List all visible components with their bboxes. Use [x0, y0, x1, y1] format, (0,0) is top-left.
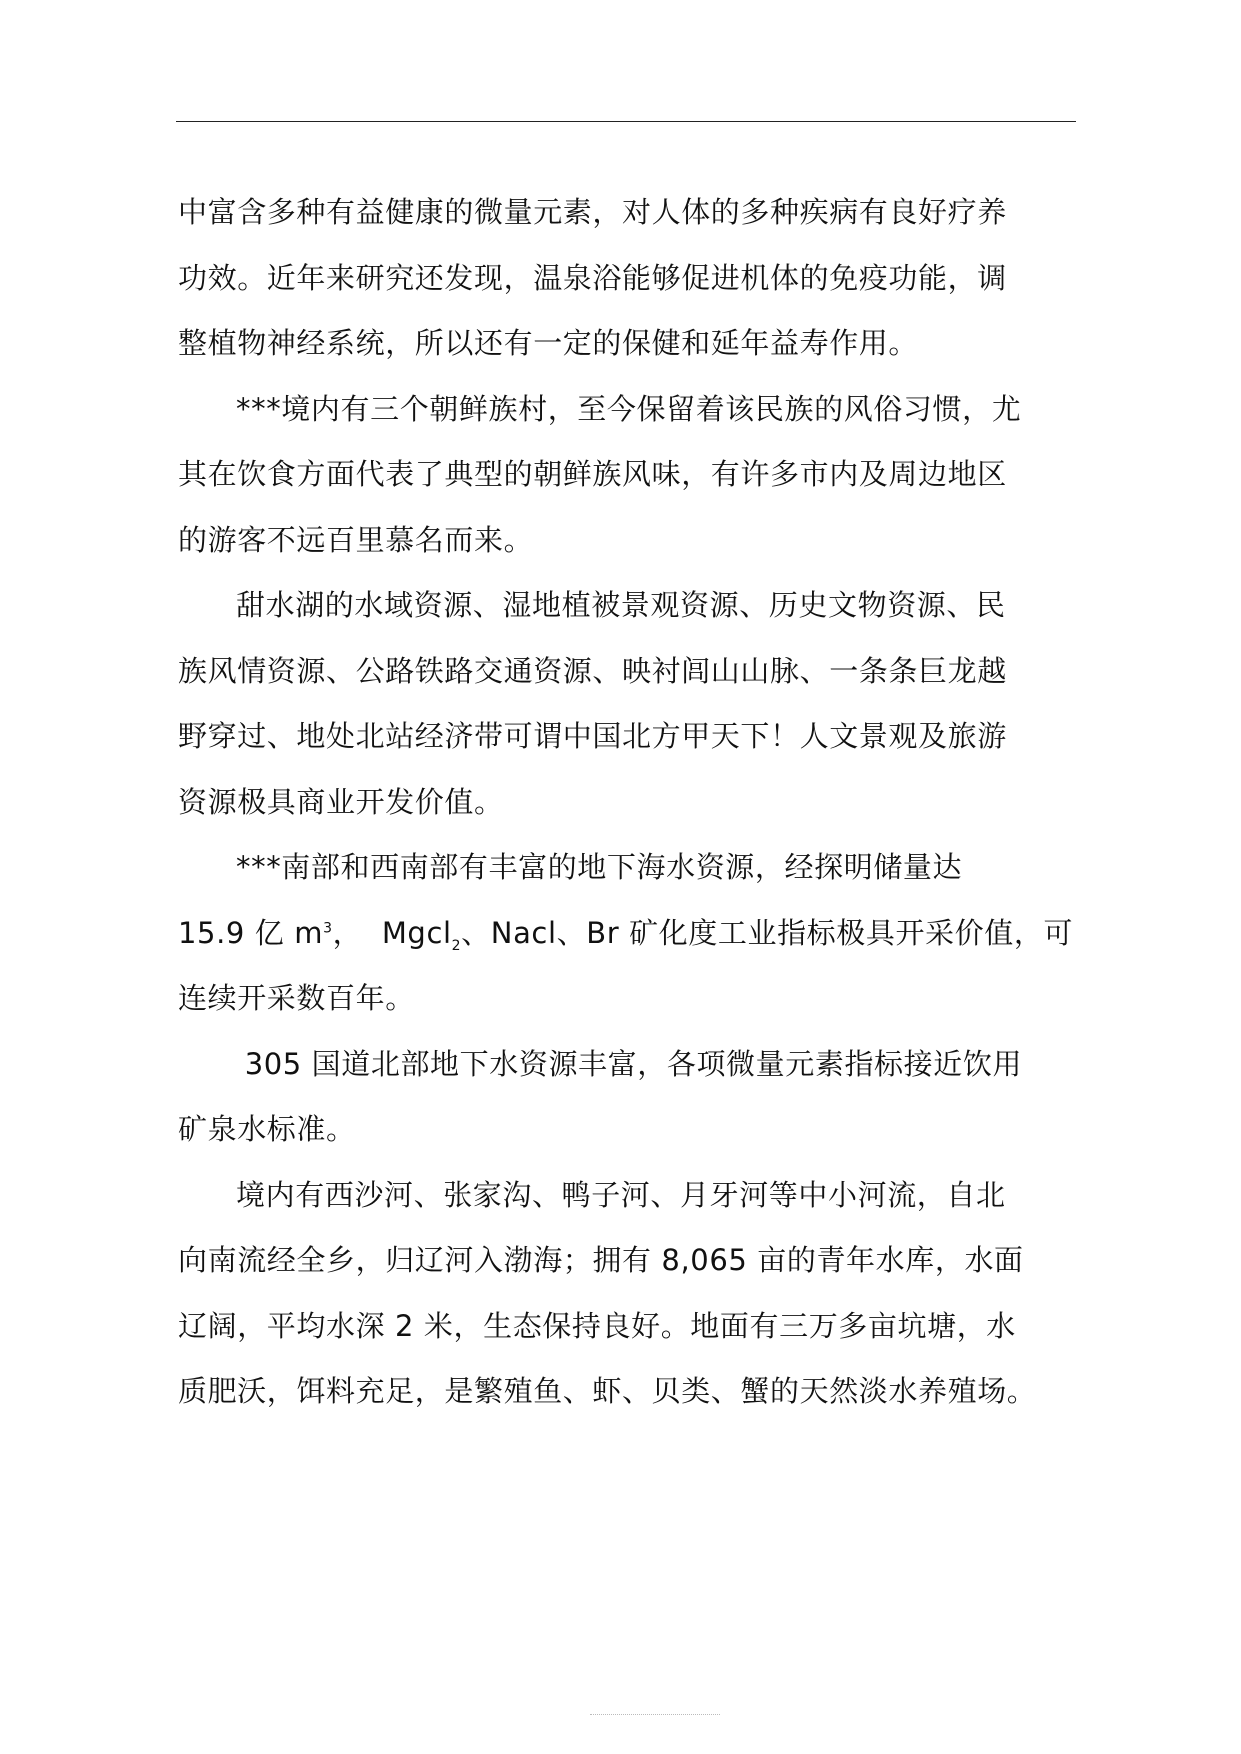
text-line: ***南部和西南部有丰富的地下海水资源，经探明储量达	[236, 850, 963, 884]
text-line: 其在饮食方面代表了典型的朝鲜族风味，有许多市内及周边地区	[178, 457, 1007, 491]
text-line: 质肥沃，饵料充足，是繁殖鱼、虾、贝类、蟹的天然淡水养殖场。	[178, 1374, 1037, 1408]
text-line: 族风情资源、公路铁路交通资源、映衬闾山山脉、一条条巨龙越	[178, 653, 1007, 688]
text-line: 整植物神经系统，所以还有一定的保健和延年益寿作用。	[178, 326, 919, 360]
footer-mark	[590, 1714, 720, 1715]
text-line: 连续开采数百年。	[178, 981, 415, 1015]
text-line	[178, 901, 1074, 967]
document-body	[178, 180, 1074, 1425]
header-rule	[176, 121, 1076, 122]
paragraph-groundwater	[178, 1032, 1074, 1163]
text-line: 野穿过、地处北站经济带可谓中国北方甲天下！人文景观及旅游	[178, 719, 1007, 753]
text-line: 中富含多种有益健康的微量元素，对人体的多种疾病有良好疗养	[178, 195, 1007, 229]
text-line: 的游客不远百里慕名而来。	[178, 522, 534, 557]
subscript: 2	[451, 937, 462, 954]
paragraph-seawater-reserves	[178, 835, 1074, 1032]
paragraph-rivers	[178, 1163, 1074, 1425]
superscript: 3	[323, 919, 333, 936]
text-line: ***境内有三个朝鲜族村，至今保留着该民族的风俗习惯，尤	[236, 391, 1022, 426]
paragraph-hot-spring	[178, 180, 1074, 377]
text-line: 矿泉水标准。	[178, 1112, 356, 1146]
text-fragment: 15.9 亿 m	[178, 915, 324, 950]
paragraph-korean-villages	[178, 377, 1074, 574]
text-line: 305 国道北部地下水资源丰富，各项微量元素指标接近饮用	[244, 1046, 1023, 1081]
text-line: 甜水湖的水域资源、湿地植被景观资源、历史文物资源、民	[236, 588, 1006, 622]
text-fragment: ， Mgcl	[332, 915, 452, 950]
text-line: 资源极具商业开发价值。	[178, 784, 504, 819]
text-line: 功效。近年来研究还发现，温泉浴能够促进机体的免疫功能，调	[178, 260, 1007, 295]
text-line: 向南流经全乡，归辽河入渤海；拥有 8,065 亩的青年水库，水面	[178, 1243, 1024, 1277]
text-fragment: 、Nacl、Br 矿化度工业指标极具开采价值，可	[461, 915, 1074, 950]
text-line: 辽阔，平均水深 2 米，生态保持良好。地面有三万多亩坑塘，水	[178, 1308, 1016, 1343]
paragraph-tourism-resources	[178, 573, 1074, 835]
text-line: 境内有西沙河、张家沟、鸭子河、月牙河等中小河流，自北	[236, 1177, 1006, 1212]
